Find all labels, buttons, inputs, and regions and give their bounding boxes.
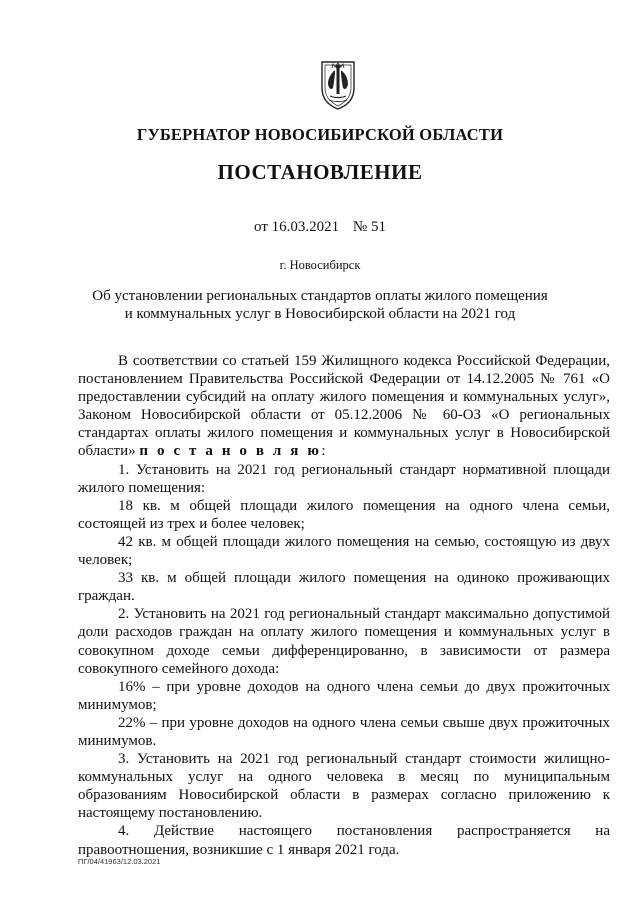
registry-code: ПГ/04/41963/12.03.2021 xyxy=(78,857,161,866)
novosibirsk-coat-of-arms-icon xyxy=(318,58,358,110)
item-2-paragraph: 2. Установить на 2021 год региональный стандарт максимально допустимой доли расходов граждан на оплату жилого помещения и коммунальных услуг в совокупном доходе семьи дифференцированно, в зависимости от размера совокупного семейного дохода: xyxy=(78,606,610,677)
item-4-paragraph: 4. Действие настоящего постановления распространяется на правоотношения, возникшие с 1 января 2021 года. xyxy=(78,823,610,858)
item-2a-paragraph: 16% – при уровне доходов на одного члена семьи до двух прожиточных минимумов; xyxy=(78,678,610,713)
document-subject xyxy=(90,287,550,323)
document-type-title: ПОСТАНОВЛЕНИЕ xyxy=(217,160,423,184)
preamble-text: В соответствии со статьей 159 Жилищного кодекса Российской Федерации, постановлением Правительства Российской Федерации от 14.12.2005 № 761 «О предоставлении субсидий на оплату жилого помещения и коммунальных услуг», Законом Новосибирской области от 05.12.2006 № 60-ОЗ «О региональных стандартах оплаты жилого помещения и коммунальных услуг в Новосибирской области» xyxy=(78,353,610,460)
document-body xyxy=(78,352,610,859)
item-1b-paragraph: 42 кв. м общей площади жилого помещения на семью, состоящую из двух человек; xyxy=(78,533,610,569)
preamble-paragraph xyxy=(78,352,610,461)
document-city: г. Новосибирск xyxy=(279,258,361,272)
document-number: № 51 xyxy=(352,219,386,235)
decree-colon: : xyxy=(321,443,326,460)
item-2b-paragraph: 22% – при уровне доходов на одного члена семьи свыше двух прожиточных минимумов. xyxy=(78,714,610,749)
item-1-paragraph: 1. Установить на 2021 год региональный стандарт нормативной площади жилого помещения: xyxy=(78,461,610,496)
document-date: от 16.03.2021 xyxy=(254,219,340,235)
subject-line-1: Об установлении региональных стандартов оплаты жилого помещения xyxy=(92,288,548,304)
item-1a-paragraph: 18 кв. м общей площади жилого помещения на одного члена семьи, состоящей из трех и более человек; xyxy=(78,497,610,532)
authority-title: ГУБЕРНАТОР НОВОСИБИРСКОЙ ОБЛАСТИ xyxy=(136,125,504,144)
subject-line-2: и коммунальных услуг в Новосибирской области на 2021 год xyxy=(124,306,516,322)
item-1c-paragraph: 33 кв. м общей площади жилого помещения на одиноко проживающих граждан. xyxy=(78,570,610,605)
date-number-line xyxy=(0,219,640,236)
decree-word: п о с т а н о в л я ю xyxy=(139,443,322,460)
item-3-paragraph: 3. Установить на 2021 год региональный стандарт стоимости жилищно-коммунальных услуг на одного человека в месяц по муниципальным образованиям Новосибирской области в размерах согласно приложению к настоящему постановлению. xyxy=(78,751,610,822)
